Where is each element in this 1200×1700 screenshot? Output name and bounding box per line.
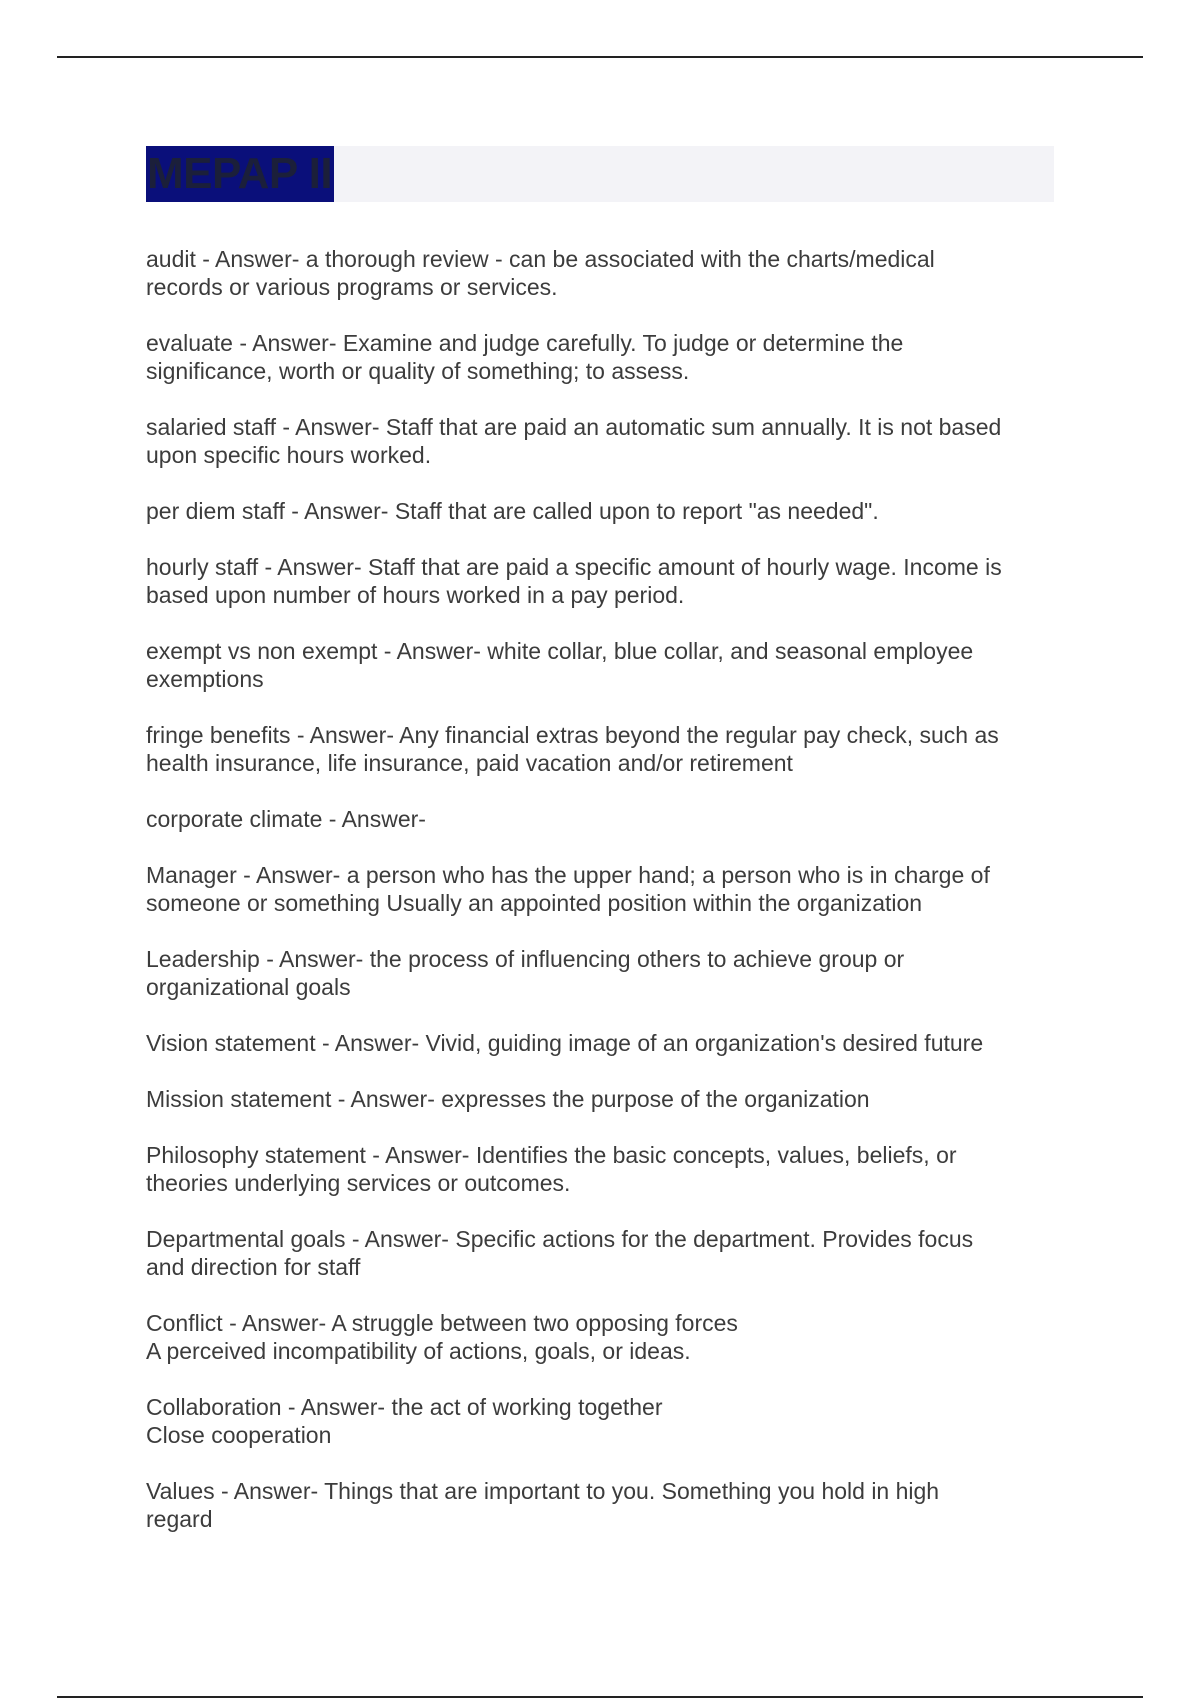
entry-text-line: Values - Answer- Things that are important to you. Something you hold in high bbox=[146, 1478, 940, 1504]
top-rule bbox=[57, 56, 1143, 58]
entry-text-line: Manager - Answer- a person who has the upper hand; a person who is in charge of bbox=[146, 862, 990, 888]
flashcard-entry bbox=[146, 1029, 1056, 1057]
flashcard-entry bbox=[146, 861, 1056, 917]
flashcard-entry bbox=[146, 245, 1056, 301]
entry-text-line: records or various programs or services. bbox=[146, 274, 558, 300]
entry-text-line: someone or something Usually an appointed position within the organization bbox=[146, 890, 923, 916]
entry-text-line: and direction for staff bbox=[146, 1254, 361, 1280]
entry-text-line: Mission statement - Answer- expresses the purpose of the organization bbox=[146, 1086, 870, 1112]
flashcard-entry bbox=[146, 1085, 1056, 1113]
entry-text-line: corporate climate - Answer- bbox=[146, 806, 426, 832]
entry-text-line: Philosophy statement - Answer- Identifies the basic concepts, values, beliefs, or bbox=[146, 1142, 957, 1168]
document-title: MEPAP II bbox=[147, 149, 333, 198]
flashcard-entry bbox=[146, 1477, 1056, 1533]
title-bar bbox=[146, 146, 1054, 202]
flashcard-entry bbox=[146, 1393, 1056, 1449]
flashcard-entry bbox=[146, 945, 1056, 1001]
entry-text-line: health insurance, life insurance, paid vacation and/or retirement bbox=[146, 750, 793, 776]
entry-text-line: Collaboration - Answer- the act of working together bbox=[146, 1394, 663, 1420]
flashcard-entry bbox=[146, 805, 1056, 833]
entry-text-line: significance, worth or quality of something; to assess. bbox=[146, 358, 690, 384]
entry-text-line: exemptions bbox=[146, 666, 264, 692]
entry-text-line: Conflict - Answer- A struggle between two opposing forces bbox=[146, 1310, 738, 1336]
entry-text-line: A perceived incompatibility of actions, goals, or ideas. bbox=[146, 1338, 691, 1364]
entry-text-line: theories underlying services or outcomes. bbox=[146, 1170, 571, 1196]
entry-text-line: upon specific hours worked. bbox=[146, 442, 432, 468]
entry-text-line: Close cooperation bbox=[146, 1422, 332, 1448]
entry-text-line: per diem staff - Answer- Staff that are called upon to report "as needed". bbox=[146, 498, 879, 524]
flashcard-entry bbox=[146, 413, 1056, 469]
entry-text-line: based upon number of hours worked in a pay period. bbox=[146, 582, 685, 608]
entry-text-line: exempt vs non exempt - Answer- white collar, blue collar, and seasonal employee bbox=[146, 638, 974, 664]
entry-text-line: organizational goals bbox=[146, 974, 351, 1000]
flashcard-entry bbox=[146, 721, 1056, 777]
entry-text-line: evaluate - Answer- Examine and judge carefully. To judge or determine the bbox=[146, 330, 904, 356]
entry-text-line: hourly staff - Answer- Staff that are paid a specific amount of hourly wage. Income is bbox=[146, 554, 1002, 580]
flashcard-entry bbox=[146, 1141, 1056, 1197]
entry-text-line: Leadership - Answer- the process of influencing others to achieve group or bbox=[146, 946, 905, 972]
flashcard-entry bbox=[146, 553, 1056, 609]
entry-text-line: Vision statement - Answer- Vivid, guiding image of an organization's desired future bbox=[146, 1030, 984, 1056]
entry-text-line: fringe benefits - Answer- Any financial extras beyond the regular pay check, such as bbox=[146, 722, 999, 748]
bottom-rule bbox=[57, 1696, 1143, 1698]
flashcard-entry bbox=[146, 329, 1056, 385]
flashcard-entry bbox=[146, 637, 1056, 693]
entry-text-line: audit - Answer- a thorough review - can be associated with the charts/medical bbox=[146, 246, 935, 272]
title-highlight bbox=[146, 146, 334, 202]
entry-text-line: Departmental goals - Answer- Specific actions for the department. Provides focus bbox=[146, 1226, 974, 1252]
entry-text-line: regard bbox=[146, 1506, 213, 1532]
entry-list bbox=[146, 245, 1056, 1561]
entry-text-line: salaried staff - Answer- Staff that are paid an automatic sum annually. It is not based bbox=[146, 414, 1002, 440]
flashcard-entry bbox=[146, 497, 1056, 525]
flashcard-entry bbox=[146, 1309, 1056, 1365]
flashcard-entry bbox=[146, 1225, 1056, 1281]
